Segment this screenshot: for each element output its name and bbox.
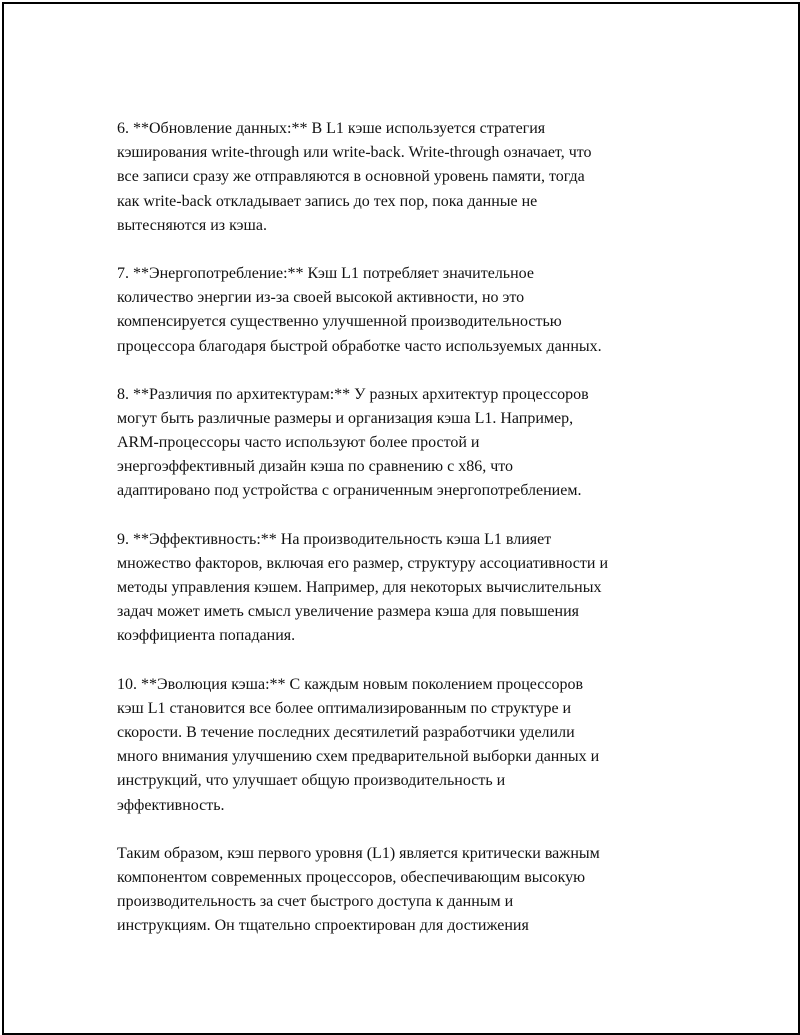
text-line: вытесняются из кэша. xyxy=(117,216,267,234)
text-line: 10. **Эволюция кэша:** С каждым новым поколением процессоров xyxy=(117,675,584,693)
text-line: компонентом современных процессоров, обеспечивающим высокую xyxy=(117,868,586,886)
text-line: эффективность. xyxy=(117,796,225,814)
text-line: инструкций, что улучшает общую производительность и xyxy=(117,772,506,790)
text-line: как write-back откладывает запись до тех пор, пока данные не xyxy=(117,192,538,210)
text-line: все записи сразу же отправляются в основной уровень памяти, тогда xyxy=(117,168,585,186)
text-line: энергоэффективный дизайн кэша по сравнению с x86, что xyxy=(117,458,514,476)
text-line: кэш L1 становится все более оптимализированным по структуре и xyxy=(117,699,572,717)
paragraph-data-update xyxy=(117,117,692,238)
text-line: кэширования write-through или write-back. Write-through означает, что xyxy=(117,144,592,162)
text-line: 7. **Энергопотребление:** Кэш L1 потребляет значительное xyxy=(117,264,534,282)
text-line: много внимания улучшению схем предварительной выборки данных и xyxy=(117,748,600,766)
paragraph-energy-consumption xyxy=(117,262,692,359)
text-line: ARM-процессоры часто используют более простой и xyxy=(117,434,480,452)
text-line: 6. **Обновление данных:** В L1 кэше используется стратегия xyxy=(117,120,546,137)
text-line: инструкциям. Он тщательно спроектирован для достижения xyxy=(117,917,529,935)
text-line: компенсируется существенно улучшенной производительностью xyxy=(117,313,562,331)
text-line: могут быть различные размеры и организация кэша L1. Например, xyxy=(117,409,574,427)
paragraph-cache-evolution xyxy=(117,673,692,818)
text-line: множество факторов, включая его размер, структуру ассоциативности и xyxy=(117,554,609,572)
text-line: 8. **Различия по архитектурам:** У разных архитектур процессоров xyxy=(117,385,589,403)
text-line: коэффициента попадания. xyxy=(117,627,296,645)
text-line: процессора благодаря быстрой обработке часто используемых данных. xyxy=(117,337,602,355)
paragraph-conclusion xyxy=(117,842,692,939)
text-line: методы управления кэшем. Например, для некоторых вычислительных xyxy=(117,579,602,596)
text-line: 9. **Эффективность:** На производительность кэша L1 влияет xyxy=(117,530,552,548)
document-body xyxy=(117,117,692,962)
text-line: задач может иметь смысл увеличение размера кэша для повышения xyxy=(117,603,579,621)
paragraph-efficiency xyxy=(117,528,692,649)
text-line: скорости. В течение последних десятилетий разработчики уделили xyxy=(117,723,575,741)
text-line: Таким образом, кэш первого уровня (L1) является критически важным xyxy=(117,844,600,862)
text-line: количество энергии из-за своей высокой активности, но это xyxy=(117,289,525,307)
text-line: адаптировано под устройства с ограниченным энергопотреблением. xyxy=(117,482,582,500)
paragraph-architecture-differences xyxy=(117,383,692,504)
text-line: производительность за счет быстрого доступа к данным и xyxy=(117,893,514,911)
